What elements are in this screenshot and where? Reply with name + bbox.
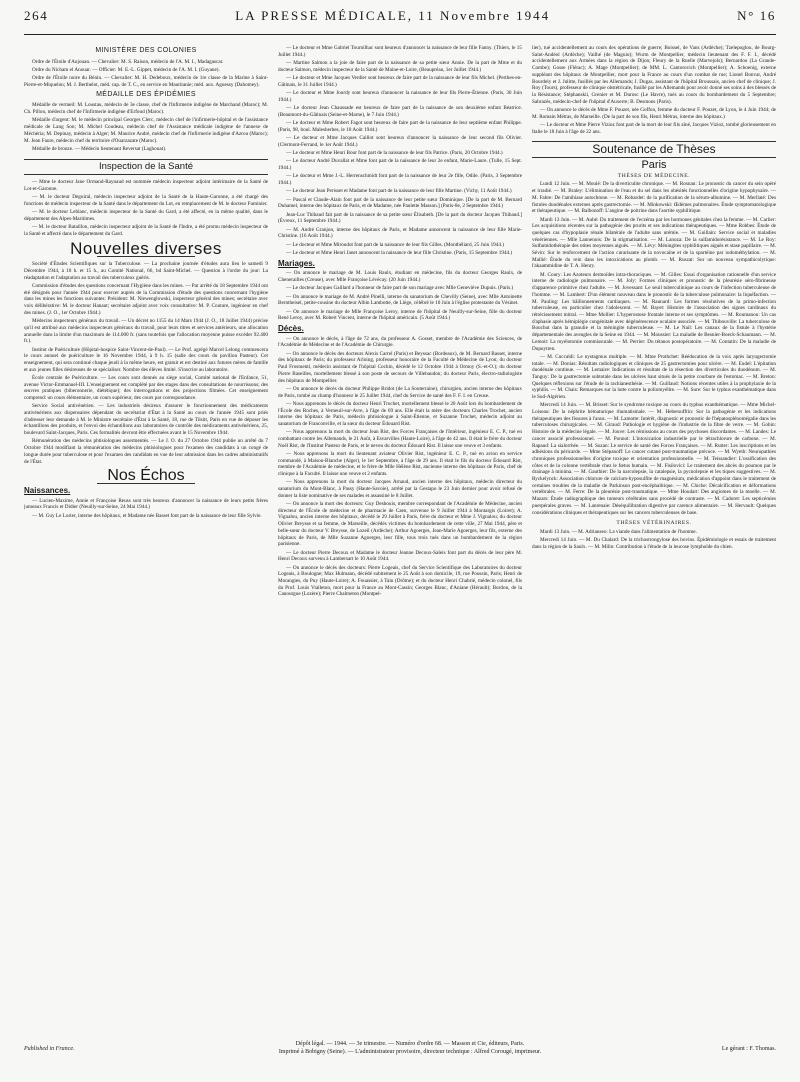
column-2: [278, 45, 522, 1020]
paragraph: — Le docteur et Mme Gabriel Tournilhac sont heureux d'annoncer la naissance de leur fille Fanny. (Thiers, le 15 Juillet 1944.): [278, 45, 522, 58]
paragraph: — Le docteur et Mme Robert Fagot sont heureux de faire part de la naissance de leur septième enfant Philippe. (Paris, 98, boul. Malesherbes, le 10 Août 1944.): [278, 120, 522, 133]
paragraph: — Le docteur et Mme Henri Janet annoncent la naissance de leur fille Christine. (Paris, 15 Septembre 1944.): [286, 249, 513, 256]
journal-title: LA PRESSE MÉDICALE, 11 Novembre 1944: [235, 8, 551, 23]
paragraph: — Le docteur et Mme Jourdy sont heureux d'annoncer la naissance de leur fils Pierre-Étienne. (Paris, 30 Juin 1944.): [278, 90, 522, 103]
paragraph: — Le docteur et Mme Jacques Verdier sont heureux de faire part de la naissance de leur fils Michel. (Perthes-en-Gâtinais, le 31 Juillet 1944.): [278, 75, 522, 88]
paragraph: — Nous apprenons le décès du docteur Henri Trochet, mortellement blessé le 20 Août lors du bombardement de l'École des Roches, à Verneuil-sur-Avre, à l'âge de 69 ans. Elle était la mère des docteurs Charles Trochet, ancien interne des hôpitaux de Paris, médecin phtisiologue à Saint-Étienne, et Suzanne Trochet, médecin adjoint au sanatorium de Franconville, et la sœur du docteur Édouard Rist.: [278, 400, 522, 427]
imprint: [184, 1040, 636, 1056]
paragraph: Médaille d'argent: M. le médecin principal Georges Clerc, médecin chef de l'infirmerie-hôpital et de l'assistance médicale de Lang Son; M. Michel Coudeau, médecin chef de l'Assistance médicale indigène de l'annexe de Méchéria; M. Depinay, médecin à Alger; M. Maurice André, médecin chef de l'Infirmerie indigène d'Azrou (Maroc); M. Jean Faure, médecin chef du territoire d'Ouarzazate (Maroc).: [24, 117, 268, 144]
deces-heading: Décès.: [278, 324, 304, 333]
paragraph: — On annonce le décès du docteur Philippe Bridot (de La Souterraine), chirurgien, ancien interne des hôpitaux de Paris, tombé au champ d'honneur le 25 Juillet 1944, chef du Service de santé des F. F. I. en Creuse.: [278, 385, 522, 399]
paragraph: — Le docteur Jean Chaussade est heureux de faire part de la naissance de son deuxième enfant Béatrice. (Beaumont-du-Gâtinais (Seine-et-Marne), le 7 Juin 1944.): [278, 105, 522, 118]
paragraph: — Pascal et Claude-Alain font part de la naissance de leur petite sœur Dominique. [De la part de M. Bernard Duhamel, interne des hôpitaux de Paris, et de Madame, née Paulette Masson.] (Paris-8e, 2 Septembre 1944.): [278, 196, 522, 210]
paragraph: — On annonce la mort des docteurs: Guy Desbouis, membre correspondant de l'Académie de Médecine, ancien directeur de l'École de médecine et de pharmacie de Caen, survenue le 9 Juillet 1944 à Montargis (Loiret); A. Vignalou, ancien interne des hôpitaux, décédé le 29 Juillet à Paris, frère du docteur et Mme J. Vignalou; du docteur Olivier Breysse et sa femme, de Marseille, décédés victimes du bombardement de cette ville, 27 Mai 1944, père et belle-sœur du docteur V. Breysse, de Lozeil (Ardèche); Arthur Agoerges, Jean-Marie Agoerges, leur fils, externe des hôpitaux de Paris, de Mlle Suzanne Agoerges, leur fille, tous trois tués dans un bombardement de la région parisienne.: [278, 501, 522, 548]
colonies-heading: MINISTÈRE DES COLONIES: [95, 47, 197, 54]
paragraph: — M. Guy Le Lorier, interne des hôpitaux, et Madame née Basset font part de la naissance de leur fille Sylvie.: [32, 512, 262, 519]
imprint-line: Dépôt légal. — 1944. — 3e trimestre. — Numéro d'ordre 68. — Masson et Cie, éditeurs, Paris.: [295, 1041, 525, 1047]
paragraph: M. Coury: Les Azoteurs dermoïdes intra-thoraciques. — M. Gilles: Essai d'organisation rationnelle d'un service interne de radiologie pulmonaire. — M. Joly: Formes cliniques et pronostic de la pleurésie séro-fibrineuse d'apparence primitive chez l'adulte. — M. Jovessant: Le seuil tuberculinique au cours de l'infection tuberculeuse de l'homme. — M. Lambert: D'un élément nouveau dans le pronostic de la tuberculose pulmonaire: la liquéfaction. — M. Pauling: Les bâillonnements cardiaques. — M. Raunard: Les formes résolutives de la primo-infection tuberculeuse, en particulier chez l'adolescent. — M. Bayet: Histoire de l'association des signes cardinaux du rétrécissement mitral. — Mme Mollier: L'hyperostose frontale interne et ses symptômes. — M. Roumanou: Un cas d'aphasie après hémiplégie congénitale avec dégénérescence oculaire associée. — M. Thibouville: La tuberculose de Bouchut dans la granulie et la méningite tuberculeuse. — M. Le Nail: Les canaux de la fistule à l'hystérie départementale des aveugles de la Seine en 1944. — M. Moussier: La maladie de Besnier-Boeck-Schaumann. — M. Lemoit: La myélotomie commissurale. — M. Perrier: Du tétanos postopératoire. — M. Contatin: De la maladie de Dupuytren.: [532, 271, 776, 352]
paragraph: Commission d'études des questions concernant l'Hygiène dans les mines. — Par arrêté du 18 Septembre 1944 ont été désignés pour l'année 1944 pour exercer auprès de la Commission d'étude des questions concernant l'hygiène dans les mines les fonctions suivantes: Président: M. Niewenglowski, inspecteur général des mines; secrétaire avec voix délibérative: M. le docteur Hanaut; secrétaire adjoint avec voix consultative: M. P. Couture, ingénieur en chef des mines. (J. O., 1er Octobre 1944.): [24, 283, 268, 316]
paragraph: — M. André Granjon, interne des hôpitaux de Paris, et Madame annoncent la naissance de leur fille Marie-Christine. (16 Août 1944.): [278, 226, 522, 240]
paragraph: — Le docteur André Duvallat et Mme font part de la naissance de leur 2e enfant, Marie-Laure. (Tulle, 15 Sept. 1944.): [278, 158, 522, 171]
paragraph: — Le docteur et Mme Henri Bour font part de la naissance de leur fils Patrice. (Paris, 20 Octobre 1944.): [286, 150, 503, 156]
paragraph: — Nous apprenons la mort du docteur Jean Rist, des Forces Françaises de l'Intérieur, ingénieur E. C. P., tué en combattant contre les Allemands, le 21 Août, à Esvarvilles (Haute-Loire), à l'âge de 42 ans. Il était le frère du docteur Noël Rist, de l'Institut Pasteur de Paris, et le neveu du docteur Édouard Rist. Il laisse une veuve et 3 enfants.: [278, 429, 522, 449]
paragraph: Mardi 13 Juin. — M. Aubé: Du traitement de l'eczéma par les hormones génitales chez la femme. — M. Carlier: Les acquisitions récentes sur la pathogénie des prurits et ses indications thérapeutiques. — Mme Robbes: Étude de quelques cas d'hypoplasie rénale bilatérale de l'adulte sans urémie. — M. Guillain: Service social et maladies vénériennes. — Mlle Lannenois: De la stigmatisation. — M. Lanoza: De la sulfamidorésistance. — M. Le Roy: Sulfamidothérapie des otites moyennes aiguës. — M. Lévy: Méningites syphilitiques aiguës et stase papillaire. — M. Sévin: Sur le renforcement de l'action curarisante de la novocaïne et de la spartéine par iodométhylation. — M. Mallié: Étude du rein dans les intoxications au plomb. — M. Ruszat: Sur un nouveau sympathicolytique: l'akaammidine de T. A. Henry.: [532, 216, 776, 270]
paragraph: — On annonce le décès de Mme F. Pouzet, née Goffon, femme du docteur F. Pouzet, de Lyon, le 4 Juin 1944; de M. Romain Métras, de Marseille. (De la part de son fils, Henri Métras, interne des hôpitaux.): [532, 106, 776, 120]
paragraph: — Nous apprenons la mort du lieutenant aviateur Olivier Rist, ingénieur E. C. P., tué en avion en service commandé, à Maison-Blanche (Alger), le 1er Septembre, à l'âge de 29 ans. Il était le fils du docteur Édouard Rist, membre de l'Académie de médecine, et le frère de Mlle Hélène Rist, ancienne interne des hôpitaux de Paris, chef de clinique à la Faculté. Il laisse une veuve et 2 enfants.: [278, 450, 522, 478]
paragraph: — Mme le docteur Jane Ormand-Raynaud est nommée médecin inspecteur adjoint intérimaire de la Santé de Lot-et-Garonne.: [24, 179, 268, 192]
published-note: Published in France.: [24, 1046, 75, 1052]
paragraph: — Le docteur Jacques Gaillard a l'honneur de faire part de son mariage avec Mlle Geneviève Dupuis. (Paris.): [286, 285, 514, 292]
header-rule: [24, 34, 776, 35]
paragraph: Ordre de l'Étoile noire du Bénin. — Chevalier: M. H. Dedeboux, médecin de 1re classe de la Marine à Saint-Pierre-et-Miquelon; M. J. Berthelot, méd. cap. de T. C., en service en Mauritanie; méd. aux. Aguessy (Dahomey).: [24, 75, 268, 88]
paragraph: — Le docteur et Mme Miroudot font part de la naissance de leur fils Gilles. (Montbéliard, 25 Juin 1944.): [286, 241, 504, 248]
mariages-heading: Mariages.: [278, 258, 315, 268]
paragraph: École centrale de Puériculture. — Les cours sont donnés au siège social, Comité national de l'Enfance, 51, avenue Victor-Emmanuel-III. L'enseignement est complété par des stages dans des consultations de nourrissons; des œuvres pratiques (biberonnerie, diététique); des interrogations et des projections filmées. Cet enseignement comprend: un cours élémentaire, un cours supérieur, des cours par correspondance.: [24, 374, 268, 402]
paragraph: Ordre de l'Étoile d'Anjouan. — Chevalier: M. S. Raison, médecin de l'A. M. I., Madagascar.: [32, 58, 224, 65]
gerant-note: Le gérant : F. Thomas.: [721, 1046, 776, 1052]
paragraph: Rémunération des médecins phtisiologues assermentés. — Le J. O. du 27 Octobre 1944 publie un arrêté du 7 Octobre 1944 modifiant la rémunération des médecins phtisiologues pour l'examen des candidats à un congé de longue durée pour tuberculose et pour l'examen des candidats en vue de leur admission dans les cadres administratifs de l'État.: [24, 438, 268, 465]
paragraph: — Le docteur et Mme Jacques Caillot sont heureux d'annoncer la naissance de leur second fils Olivier. (Clermont-Ferrand, le 1er Août 1944.): [278, 135, 522, 148]
paragraph: — Le docteur et Mme Pierre Vizioz font part de la mort de leur fils aîné, Jacques Vizioz, tombé glorieusement en Italie le 18 Juin à l'âge de 22 ans.: [532, 121, 776, 135]
paragraph: — M. le docteur Deguiral, médecin inspecteur adjoint de la Santé de la Haute-Garonne, a été chargé des fonctions de médecin inspecteur de la Santé dans le département du Lot, en remplacement de M. le docteur Fuminier.: [24, 194, 268, 207]
nouvelles-heading: Nouvelles diverses: [70, 238, 222, 258]
paragraph: Jean-Luc Thibaud fait part de la naissance de sa petite sœur Élisabeth. [De la part du docteur Jacques Thibaud.] (Évreux, 11 Septembre 1944.): [278, 211, 522, 225]
paragraph: — M. Cuccaldi: Le nystagmus multiple. — M. Mme Prothchet: Rééducation de la voix après laryngectomie totale. — M. Donias: Résultats radiologiques et cliniques de 25 gastrectomies pour ulcère. — M. Eudel: L'épitation duodénale continue. — M. Lemaire: Indications et résultats de la résection des diverticules du duodénum. — M. Tanguy: De la gastrectomie subtotale dans les ulcères haut situés de la petite courbure de l'estomac. — M. Breton: Quelques réflexions sur l'étude de la rachianesthésie. — M. Guillaud: Notions récentes utiles à la prophylaxie de la syphilis. — M. Chais: Remarques sur la lutte contre la poliomyélite. — M. Sure: Sur le typhus exanthématique dans le Sud-Algérien.: [532, 353, 776, 401]
paragraph: — On annonce le mariage de M. André Pinelli, interne du sanatorium de Chevilly (Seine), avec Mlle Antoinette Berntheisel, petite-cousine du docteur Albin Lambotte, de Liège, célébré le 10 Juin à l'église protestante du Vésinet.: [278, 293, 522, 307]
naissances-heading: Naissances.: [24, 485, 71, 495]
paragraph: — Martine Salmon a la joie de faire part de la naissance de sa petite sœur Annie. De la part de Mme et du docteur Salmon, médecin inspecteur de la Santé de Maine-et-Loire, (Beaupréau, 1er Juillet 1944.): [278, 60, 522, 73]
text-columns: [24, 45, 776, 1020]
veterinaires-subheading: THÈSES VÉTÉRINAIRES.: [616, 520, 692, 527]
paragraph: — On annonce le décès des docteurs Alexis Carrel (Paris) et Beyssac (Bordeaux), de M. Bernard Basset, interne des hôpitaux de Paris; du professeur Arloing, professeur honoraire de la Faculté de Médecine de Lyon; du docteur Paul Frostuenti, médecin assistant de l'hôpital Cochin, décédé le 12 Octobre 1944 à Ormoy (S.-et-O.); du docteur Pierre Baseilles, mortellement blessé à son poste de secours de Villebaudon; du docteur Paris, électro-radiologiste des hôpitaux de Montpellier.: [278, 350, 522, 384]
paragraph: Service Social antivénérien. — Les industriels désireux d'assurer le fonctionnement des médicaments antivénériens aux dispensaires dépendant du secrétariat d'État à la Santé au cours de l'année 1945 sont priés d'adresser leur demande à M. le Ministre secrétaire d'État à la Santé, 18, rue de Tilsitt, Paris en vue de déposer les échantillons des produits, et l'envoi des échantillons aux laboratoires de contrôle des médicaments antivénériens, 25, boulevard Saint-Jacques, Paris. Ces formalités devront être effectuées avant le 15 Novembre 1944.: [24, 403, 268, 437]
paragraph: — On annonce le décès, à l'âge de 72 ans, du professeur A. Gosset, membre de l'Académie des Sciences, de l'Académie de Médecine et de l'Académie de Chirurgie.: [278, 335, 522, 349]
paragraph: Mercredi 14 Juin. — M. Brisset: Sur le syndrome toxique au cours du typhus exanthématique. — Mme Michel-Loiseau: De la néphrite hématurique rhumatismale. — M. Hebersuffrin: Sur la pathogénie et les indications thérapeutiques des fissures à l'anus. — M. Lamotte: Intérêt, diagnostic et pronostic de l'hépatosplénomégalie dans les tuberculoses chirurgicales. — M. Giraud: Pathologie et hygiène de l'industrie de la fibre de verre. — M. Gobin: Histoire de la médecine légale. — M. Jouve: Les rémissions au cours des psychoses discordantes. — M. Landes: Le cancer associé professionnel. — M. Ponnot: L'intoxication industrielle par le tétrachlorure de carbone. — M. Rapaud: La sialorrhée. — M. Suzan: Le service de santé des Forces Françaises. — M. Rutter: Les inscriptions et les adhésions du péricarde. — Mme Stépanoff: Le cancer cutané post-traumatique précoce. — M. Wyeth: Neuropathies chroniques professionnelles d'origine toxique et orientation professionnelle. — M. Teissandier: L'ossification des côtes et de la colonne vertébrale chez le fœtus humain. — M. Fisilovici: Le traitement des abcès du poumon par le drainage à minima. — M. Gauthier: De la narcolepsie, la catalepsie, la pycnolepsie et les tiques suggestives. — M. Ryckelynck: Association chlorure de calcium-hyposulfite de magnésium, médication d'appoint dans le traitement de certaines troubles de la maladie de Parkinson post-encéphalitique. — M. Chiche: Décalcification et déformations vertébrales. — M. Ferre: De la pleurésie post-traumatique. — Mme Houdart: Des angiomes de la moelle. — M. Mazars: Étude radiographique des tumeurs cérébrales sans procédé de contraste. — M. Cadoret: Les septicémies puerpérales graves. — M. Lanrenaie: Déséquilibration digestive par carence alimentaire. — M. Hervault: Quelques considérations cliniques et thérapeutiques sur les cancers tuberculeuses de base.: [532, 402, 776, 516]
theses-heading-box: [532, 141, 776, 158]
medecine-subheading: THÈSES DE MÉDECINE.: [617, 172, 691, 179]
paragraph: Mercredi 14 Juin. — M. Du Chalard: De la trichostrongylose des bovins. Épidémiologie et essais de traitement dans la région de la Saulx. — M. Milin: Contribution à l'étude de la leucose lymphoïde du chien.: [532, 537, 776, 550]
sante-heading-box: [24, 159, 268, 176]
paragraph: Lundi 12 Juin. — M. Moulé: De la diverticulite chronique. — M. Rosnan: Le pronostic du cancer du sein opéré et irradié. — M. Braley: L'élimination de l'eau et du sel dans les obésités fonctionnelles d'origine hypophysaire. — M. Fabre: De l'amibiase autochtone. — M. Robardet: de la purification de la sérum-albumine. — M. Merllaté: Des fistules duodénales externes après gastrectomie. — M. Minkowski: Œdèmes pulmonaires. Étude symptomatologique et thérapeutique. — M. Balbonoff: L'angine de poitrine dans l'aortite syphilitique.: [532, 181, 776, 215]
paragraph: — Le docteur Jean Perisset et Madame font part de la naissance de leur fille Martine. (Vichy, 11 Août 1944.): [286, 188, 512, 195]
paragraph: Médecins inspecteurs généraux du travail. — Un décret no 1155 du 14 Mars 1944 (J. O., 18 Juillet 1944) précise qu'il est attribué aux médecins inspecteurs généraux du travail, pour leurs titres et services antérieurs, une allocation annuelle dans la limite d'un maximum de 114.000 fr. (sans toutefois que l'allocation moyenne puisse excéder 92.400 fr.).: [24, 318, 268, 345]
paragraph: Médaille de vermeil: M. Loustau, médecin de 3e classe, chef de l'Infirmerie indigène de Marchand (Maroc); M. Ch. Pillon, médecin chef de l'Infirmerie indigène d'Erfoud (Maroc).: [24, 102, 268, 116]
paris-heading: Paris: [641, 159, 667, 172]
sante-heading: Inspection de la Santé: [98, 160, 193, 172]
paragraph: — M. le docteur Bataillon, médecin inspecteur adjoint de la Santé de l'Indre, a été promu médecin inspecteur de la Santé et affecté dans le département du Gard.: [24, 224, 268, 237]
theses-heading: Soutenance de Thèses: [592, 142, 716, 157]
issue-number: N° 16: [737, 8, 776, 23]
paragraph: Société d'Études Scientifiques sur la Tuberculose. — La prochaine journée d'études aura lieu le samedi 9 Décembre 1944, à 10 h. et 15 h., au Comité National, 66, bd Saint-Michel. — Question à l'ordre du jour: La réadaptation et l'adaptation au travail des tuberculeux guéris.: [24, 261, 268, 281]
paragraph: — On annonce le décès des docteurs: Pierre Logeais, chef du Service Scientifique des Laboratoires du docteur Logeais, à Boulogne; Max Hulmann, décédé subitement le 25 Août à son domicile, 19, rue Poussin, Paris; Henri de Morangies, du Puy (Haute-Loire); A. Fouassier, à Tain (Drôme); et du docteur Henri Chabrié, médecin colonel, fils du Prof. Louis Vialleton, mort pour la France au Mont-Cassin; Georges Blanc, d'Aniane (Hérault); Bordon, de la Canourgue (Lozère); Pierre Chalmeton (Montpel-: [278, 564, 522, 598]
page-number: 264: [24, 8, 49, 23]
paragraph: — M. le docteur Leblanc, médecin inspecteur de la Santé du Gard, a été affecté, en la même qualité, dans le département des Alpes-Maritimes.: [24, 209, 268, 222]
paragraph: — On annonce le mariage de Mlle Françoise Leroy, interne de l'hôpital de Neuilly-sur-Seine, fille du docteur René Leroy, avec M. Robert Vincent, interne de l'hôpital américain. (5 Août 1944.): [278, 308, 522, 322]
paragraph: Ordre du Nicham el Anouar. — Officier: M. E.-L. Gippet, médecin de l'A. M. I. (Guyane).: [32, 67, 220, 73]
paragraph: Institut de Puériculture (Hôpital-hospice Saint-Vincent-de-Paul). — Le Prof. agrégé Marcel Lelong commencera le cours annuel de puériculture le 16 Novembre 1944, à 9 h. 15 (salle des cours du pavillon Pasteur). Cet enseignement, qui sera continué chaque jeudi à la même heure, est gratuit et est destiné aux futures mères de famille et aux jeunes filles désireuses de se spécialiser. Nombre des élèves limité. S'inscrire au laboratoire.: [24, 346, 268, 373]
paragraph: — On annonce le mariage de M. Louis Raulx, étudiant en médecine, fils du docteur Georges Raulx, de Chenerailles (Creuse), avec Mlle Françoise Lévécay. (20 Juin 1944.): [278, 270, 522, 283]
paragraph: — Lucien-Maxime, Annie et Françoise Reuss sont très heureux d'annoncer la naissance de leurs petits frères jumeaux Francis et Didier (Neuilly-sur-Seine, 24 Mai 1944.): [24, 497, 268, 511]
paragraph: — Le docteur Pierre Decoux et Madame le docteur Jeanne Decoux-Saleis font part du décès de leur père M. Henri Decoux survenu à Lambersart le 10 Août 1944.: [278, 549, 522, 563]
paragraph: lier), tué accidentellement au cours des opérations de guerre; Boissel, de Vans (Ardèche); Tzelepoglou, de Bourg-Saint-Andéol (Ardèche); Vailhé (de Maguio); Wurm de Montpellier, médecin lieutenant des F. F. I., décédé accidentellement aux Armées dans la région de Dijon; Fleury de la Ruelle (Marvejols); Bernardou (La Grande-Combe); Gosse (Flérac); A. Mage (Montpellier); de MM. L. Cantorovich (Montpellier); A. Schoenig, externe suppléant des hôpitaux de Montpellier, mort pour la France au cours d'un combat de rue; Lionel Bonvar, André Bourdely et J. Julitte, fusillés par les Allemands; J. Dugas, assistant de l'hôpital Broussais, ancien chef de clinique; J. Roy (Tours), professeur de clinique obstétricale, fusillé par les Allemands pour avoir donné ses soins à des blessés de la Résistance; Stéphanskii, Grenier et M. Durosc (Le Havre), tués au cours du bombardement du 5 Septembre; Sabrazès, médecin-chef de l'hôpital d'Auxerre; B. Desmons (Paris).: [532, 45, 776, 105]
paragraph: Mardi 13 Juin. — M. Adrianseo: La viande dans l'alimentation de l'homme.: [540, 528, 697, 535]
column-3: [532, 45, 776, 1020]
echos-heading: Nos Échos: [107, 467, 185, 485]
epidemies-heading: MÉDAILLE DES ÉPIDÉMIES: [96, 90, 196, 98]
imprint-line: Imprimé à Bobigny (Seine). — L'administrateur provisoire, directeur technique : Alfred Corougé, imprimeur.: [278, 1049, 542, 1055]
paragraph: — Le docteur et Mme J.-L. Herrenschmidt font part de la naissance de leur 2e fille, Odile. (Paris, 3 Septembre 1944.): [278, 173, 522, 186]
paragraph: Médaille de bronze. — Médecin lieutenant Reversat (Laghouat).: [32, 145, 167, 152]
column-1: [24, 45, 268, 1020]
page-footer: [24, 1040, 776, 1056]
paragraph: — Nous apprenons la mort du docteur Jacques Arnaud, ancien interne des hôpitaux, médecin directeur du sanatorium du Mont-Blanc, à Passy (Haute-Savoie), arrêté par la Gestapo le 23 Juin dernier pour avoir refusé de donner la liste nominative de ses malades et assassiné le 8 Juillet.: [278, 479, 522, 499]
page-header: [24, 8, 776, 26]
